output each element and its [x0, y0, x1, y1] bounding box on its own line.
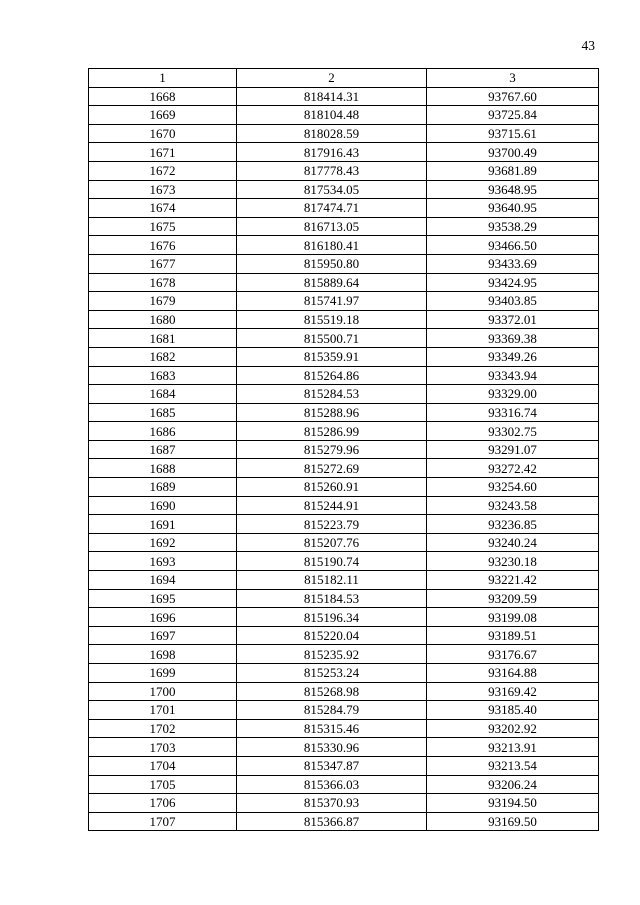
cell-y-coordinate: 93169.42	[427, 682, 599, 701]
table-row	[89, 87, 599, 106]
cell-x-coordinate: 815184.53	[237, 589, 427, 608]
cell-point-number: 1673	[89, 180, 237, 199]
cell-y-coordinate: 93343.94	[427, 366, 599, 385]
cell-point-number: 1676	[89, 236, 237, 255]
table-row	[89, 645, 599, 664]
coordinates-table	[88, 68, 599, 831]
cell-y-coordinate: 93725.84	[427, 106, 599, 125]
cell-x-coordinate: 816180.41	[237, 236, 427, 255]
table-row	[89, 496, 599, 515]
cell-point-number: 1706	[89, 794, 237, 813]
column-header-x-coordinate: 2	[237, 69, 427, 88]
cell-y-coordinate: 93648.95	[427, 180, 599, 199]
table-row	[89, 552, 599, 571]
table-row	[89, 292, 599, 311]
cell-x-coordinate: 815235.92	[237, 645, 427, 664]
cell-x-coordinate: 815950.80	[237, 254, 427, 273]
cell-y-coordinate: 93169.50	[427, 812, 599, 831]
header-row	[89, 69, 599, 88]
table-row	[89, 459, 599, 478]
cell-x-coordinate: 817778.43	[237, 161, 427, 180]
table-row	[89, 236, 599, 255]
cell-x-coordinate: 815279.96	[237, 440, 427, 459]
table-row	[89, 756, 599, 775]
cell-point-number: 1670	[89, 124, 237, 143]
table-row	[89, 794, 599, 813]
table-row	[89, 347, 599, 366]
cell-point-number: 1675	[89, 217, 237, 236]
cell-point-number: 1684	[89, 385, 237, 404]
table-row	[89, 664, 599, 683]
cell-point-number: 1681	[89, 329, 237, 348]
table-row	[89, 682, 599, 701]
table-row	[89, 329, 599, 348]
cell-y-coordinate: 93538.29	[427, 217, 599, 236]
cell-y-coordinate: 93176.67	[427, 645, 599, 664]
cell-point-number: 1699	[89, 664, 237, 683]
cell-point-number: 1703	[89, 738, 237, 757]
cell-y-coordinate: 93369.38	[427, 329, 599, 348]
table-row	[89, 478, 599, 497]
cell-x-coordinate: 815288.96	[237, 403, 427, 422]
cell-point-number: 1697	[89, 626, 237, 645]
cell-point-number: 1683	[89, 366, 237, 385]
cell-x-coordinate: 815330.96	[237, 738, 427, 757]
cell-x-coordinate: 815196.34	[237, 608, 427, 627]
cell-x-coordinate: 815366.87	[237, 812, 427, 831]
column-header-point-number: 1	[89, 69, 237, 88]
cell-y-coordinate: 93213.54	[427, 756, 599, 775]
cell-x-coordinate: 815182.11	[237, 571, 427, 590]
cell-point-number: 1689	[89, 478, 237, 497]
column-header-y-coordinate: 3	[427, 69, 599, 88]
cell-point-number: 1701	[89, 701, 237, 720]
cell-point-number: 1696	[89, 608, 237, 627]
cell-y-coordinate: 93254.60	[427, 478, 599, 497]
cell-x-coordinate: 815347.87	[237, 756, 427, 775]
cell-y-coordinate: 93209.59	[427, 589, 599, 608]
cell-y-coordinate: 93221.42	[427, 571, 599, 590]
cell-x-coordinate: 816713.05	[237, 217, 427, 236]
cell-y-coordinate: 93213.91	[427, 738, 599, 757]
table-row	[89, 701, 599, 720]
cell-point-number: 1691	[89, 515, 237, 534]
cell-point-number: 1693	[89, 552, 237, 571]
cell-point-number: 1692	[89, 533, 237, 552]
table-row	[89, 199, 599, 218]
cell-y-coordinate: 93194.50	[427, 794, 599, 813]
cell-y-coordinate: 93291.07	[427, 440, 599, 459]
table-row	[89, 608, 599, 627]
cell-x-coordinate: 815366.03	[237, 775, 427, 794]
cell-y-coordinate: 93640.95	[427, 199, 599, 218]
cell-x-coordinate: 815519.18	[237, 310, 427, 329]
table-row	[89, 626, 599, 645]
cell-point-number: 1687	[89, 440, 237, 459]
cell-x-coordinate: 815220.04	[237, 626, 427, 645]
cell-x-coordinate: 817916.43	[237, 143, 427, 162]
table-row	[89, 124, 599, 143]
cell-x-coordinate: 815272.69	[237, 459, 427, 478]
cell-y-coordinate: 93243.58	[427, 496, 599, 515]
cell-point-number: 1677	[89, 254, 237, 273]
cell-x-coordinate: 815359.91	[237, 347, 427, 366]
table-row	[89, 738, 599, 757]
cell-point-number: 1669	[89, 106, 237, 125]
table-row	[89, 533, 599, 552]
cell-x-coordinate: 818414.31	[237, 87, 427, 106]
table-row	[89, 440, 599, 459]
table-row	[89, 403, 599, 422]
cell-x-coordinate: 815889.64	[237, 273, 427, 292]
cell-point-number: 1707	[89, 812, 237, 831]
cell-y-coordinate: 93466.50	[427, 236, 599, 255]
cell-y-coordinate: 93349.26	[427, 347, 599, 366]
cell-y-coordinate: 93316.74	[427, 403, 599, 422]
table-row	[89, 385, 599, 404]
table-row	[89, 366, 599, 385]
table-row	[89, 273, 599, 292]
cell-point-number: 1678	[89, 273, 237, 292]
cell-point-number: 1674	[89, 199, 237, 218]
cell-y-coordinate: 93230.18	[427, 552, 599, 571]
table-row	[89, 254, 599, 273]
cell-y-coordinate: 93767.60	[427, 87, 599, 106]
cell-point-number: 1695	[89, 589, 237, 608]
cell-point-number: 1690	[89, 496, 237, 515]
cell-x-coordinate: 815315.46	[237, 719, 427, 738]
cell-x-coordinate: 818104.48	[237, 106, 427, 125]
cell-x-coordinate: 815370.93	[237, 794, 427, 813]
cell-x-coordinate: 817474.71	[237, 199, 427, 218]
cell-point-number: 1704	[89, 756, 237, 775]
table-row	[89, 589, 599, 608]
page-number: 43	[581, 38, 595, 53]
cell-point-number: 1686	[89, 422, 237, 441]
cell-y-coordinate: 93164.88	[427, 664, 599, 683]
cell-x-coordinate: 815264.86	[237, 366, 427, 385]
table-row	[89, 217, 599, 236]
cell-y-coordinate: 93236.85	[427, 515, 599, 534]
table-row	[89, 812, 599, 831]
cell-point-number: 1682	[89, 347, 237, 366]
cell-y-coordinate: 93202.92	[427, 719, 599, 738]
cell-y-coordinate: 93272.42	[427, 459, 599, 478]
cell-x-coordinate: 815223.79	[237, 515, 427, 534]
cell-y-coordinate: 93433.69	[427, 254, 599, 273]
cell-point-number: 1688	[89, 459, 237, 478]
cell-y-coordinate: 93681.89	[427, 161, 599, 180]
table-row	[89, 106, 599, 125]
cell-point-number: 1668	[89, 87, 237, 106]
table-row	[89, 310, 599, 329]
cell-point-number: 1671	[89, 143, 237, 162]
cell-x-coordinate: 815207.76	[237, 533, 427, 552]
cell-x-coordinate: 815500.71	[237, 329, 427, 348]
cell-point-number: 1672	[89, 161, 237, 180]
cell-point-number: 1685	[89, 403, 237, 422]
cell-point-number: 1680	[89, 310, 237, 329]
cell-x-coordinate: 815741.97	[237, 292, 427, 311]
table-row	[89, 180, 599, 199]
table-row	[89, 422, 599, 441]
cell-y-coordinate: 93372.01	[427, 310, 599, 329]
cell-y-coordinate: 93240.24	[427, 533, 599, 552]
table-row	[89, 515, 599, 534]
table-header	[89, 69, 599, 88]
cell-point-number: 1694	[89, 571, 237, 590]
cell-point-number: 1705	[89, 775, 237, 794]
table-row	[89, 775, 599, 794]
table-row	[89, 143, 599, 162]
cell-y-coordinate: 93199.08	[427, 608, 599, 627]
cell-point-number: 1698	[89, 645, 237, 664]
cell-y-coordinate: 93189.51	[427, 626, 599, 645]
cell-x-coordinate: 818028.59	[237, 124, 427, 143]
cell-y-coordinate: 93185.40	[427, 701, 599, 720]
cell-y-coordinate: 93715.61	[427, 124, 599, 143]
cell-x-coordinate: 815286.99	[237, 422, 427, 441]
cell-y-coordinate: 93329.00	[427, 385, 599, 404]
table-row	[89, 571, 599, 590]
cell-x-coordinate: 815244.91	[237, 496, 427, 515]
cell-y-coordinate: 93700.49	[427, 143, 599, 162]
cell-x-coordinate: 815260.91	[237, 478, 427, 497]
cell-point-number: 1702	[89, 719, 237, 738]
cell-x-coordinate: 815190.74	[237, 552, 427, 571]
cell-y-coordinate: 93403.85	[427, 292, 599, 311]
cell-point-number: 1679	[89, 292, 237, 311]
table-body	[89, 87, 599, 831]
cell-point-number: 1700	[89, 682, 237, 701]
table-row	[89, 161, 599, 180]
cell-x-coordinate: 815284.79	[237, 701, 427, 720]
cell-x-coordinate: 815253.24	[237, 664, 427, 683]
cell-x-coordinate: 817534.05	[237, 180, 427, 199]
cell-y-coordinate: 93424.95	[427, 273, 599, 292]
cell-y-coordinate: 93302.75	[427, 422, 599, 441]
cell-x-coordinate: 815268.98	[237, 682, 427, 701]
cell-x-coordinate: 815284.53	[237, 385, 427, 404]
table-row	[89, 719, 599, 738]
cell-y-coordinate: 93206.24	[427, 775, 599, 794]
